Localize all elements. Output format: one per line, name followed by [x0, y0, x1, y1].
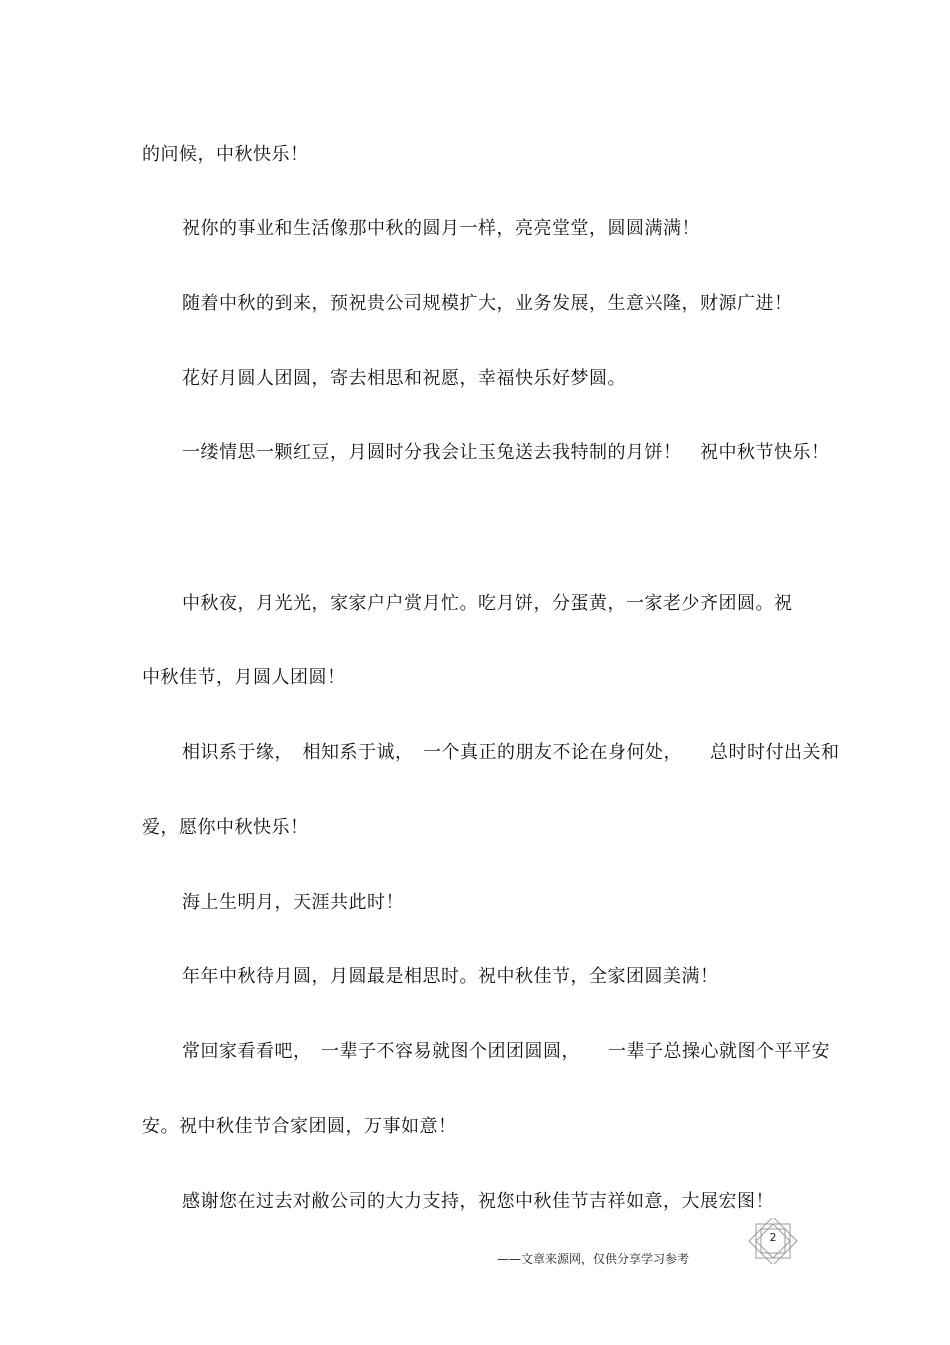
text-line-12: 常回家看看吧， 一辈子不容易就图个团团圆圆， 一辈子总操心就图个平平安	[182, 1041, 830, 1062]
text-line-8: 相识系于缘， 相知系于诚， 一个真正的朋友不论在身何处， 总时时付出关和	[182, 742, 840, 763]
page-number-badge	[748, 1218, 798, 1264]
text-line-6: 中秋夜，月光光，家家户户赏月忙。吃月饼，分蛋黄，一家老少齐团圆。祝	[182, 593, 793, 614]
text-line-13: 安。祝中秋佳节合家团圆，万事如意！	[142, 1116, 457, 1137]
source-note: ——文章来源网，仅供分享学习参考	[497, 1252, 690, 1266]
text-line-4: 花好月圆人团圆，寄去相思和祝愿，幸福快乐好梦圆。	[182, 368, 626, 389]
text-line-2: 祝你的事业和生活像那中秋的圆月一样，亮亮堂堂，圆圆满满！	[182, 218, 700, 239]
text-line-7: 中秋佳节，月圆人团圆！	[142, 667, 346, 688]
text-line-11: 年年中秋待月圆，月圆最是相思时。祝中秋佳节，全家团圆美满！	[182, 966, 719, 987]
text-line-9: 爱，愿你中秋快乐！	[142, 817, 309, 838]
text-line-5: 一缕情思一颗红豆，月圆时分我会让玉兔送去我特制的月饼！ 祝中秋节快乐！	[182, 442, 830, 463]
text-line-3: 随着中秋的到来，预祝贵公司规模扩大，业务发展，生意兴隆，财源广进！	[182, 293, 793, 314]
text-line-10: 海上生明月，天涯共此时！	[182, 892, 404, 913]
text-line-1: 的问候，中秋快乐！	[142, 144, 309, 165]
text-line-14: 感谢您在过去对敝公司的大力支持，祝您中秋佳节吉祥如意，大展宏图！	[182, 1191, 774, 1212]
page-number: 2	[769, 1231, 777, 1244]
